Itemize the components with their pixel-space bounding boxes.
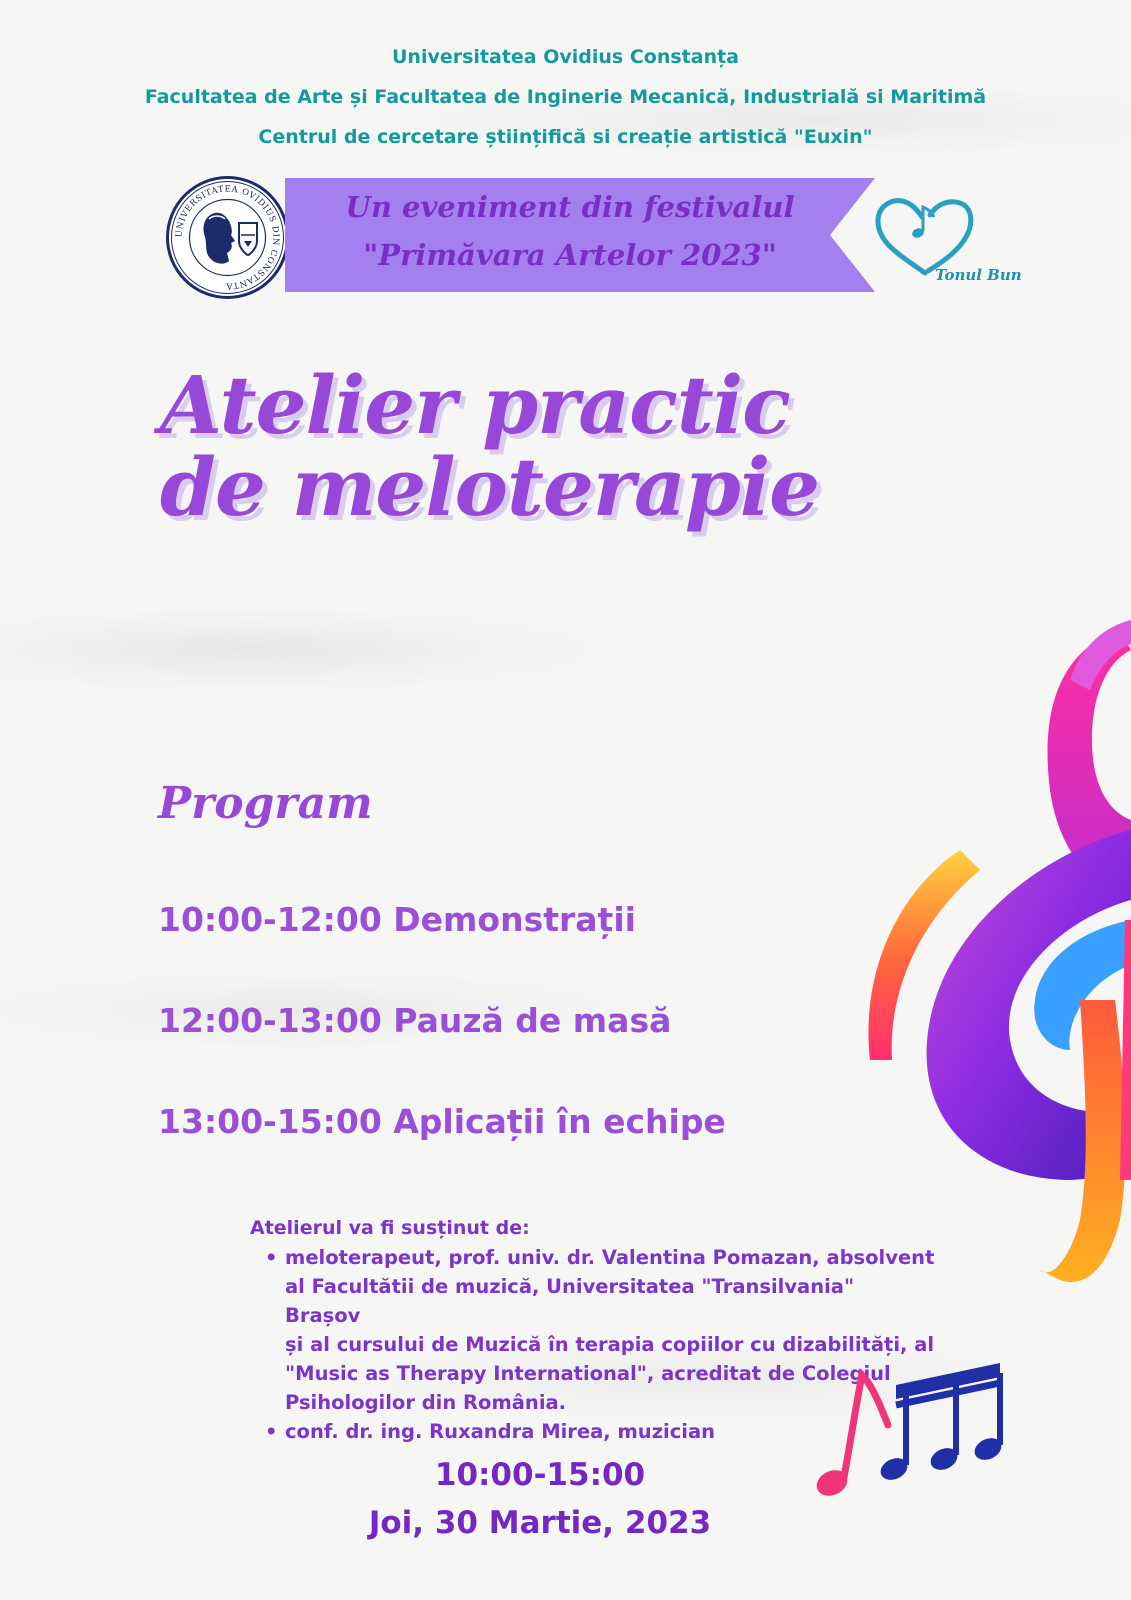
title-line2: de meloterapie [160,440,820,534]
title-line1: Atelier practic [160,358,790,452]
program-heading: Program [158,778,373,829]
schedule-item: 12:00-13:00 Pauză de masă [158,1001,672,1040]
banner-line2: "Primăvara Artelor 2023" [363,238,777,272]
speaker-line: conf. dr. ing. Ruxandra Mirea, muzician [285,1420,716,1443]
seal-text: UNIVERSITATEA OVIDIUS DIN CONSTANTA [174,184,281,291]
event-date: Joi, 30 Martie, 2023 [368,1505,712,1541]
speakers-intro: Atelierul va fi susținut de: [250,1217,530,1239]
speaker-line: "Music as Therapy International", acreditat de Colegiul [285,1362,891,1385]
bullet-icon: • [265,1246,278,1269]
music-notes-icon [810,1345,1040,1515]
speaker-line: și al cursului de Muzică în terapia copiilor cu dizabilități, al [285,1333,935,1356]
treble-clef-icon [830,620,1131,1300]
bullet-icon: • [265,1420,278,1443]
banner-line1: Un eveniment din festivalul [345,190,795,224]
faculty-name: Facultatea de Arte și Facultatea de Inginerie Mecanică, Industrială si Maritimă [144,86,987,108]
tonul-bun-logo-text: Tonul Bun [935,266,1022,284]
speaker-line: Psihologilor din România. [285,1391,567,1414]
speaker-line: meloterapeut, prof. univ. dr. Valentina Pomazan, absolvent [285,1246,935,1269]
schedule-item: 10:00-12:00 Demonstrații [158,900,636,939]
university-name: Universitatea Ovidius Constanța [391,46,740,68]
schedule-item: 13:00-15:00 Aplicații în echipe [158,1102,726,1141]
event-time: 10:00-15:00 [434,1457,646,1493]
research-center-name: Centrul de cercetare științifică si creație artistică "Euxin" [258,126,873,148]
speaker-line: al Facultătii de muzică, Universitatea "Transilvania" Brașov [285,1275,855,1327]
university-seal-logo [165,175,290,300]
